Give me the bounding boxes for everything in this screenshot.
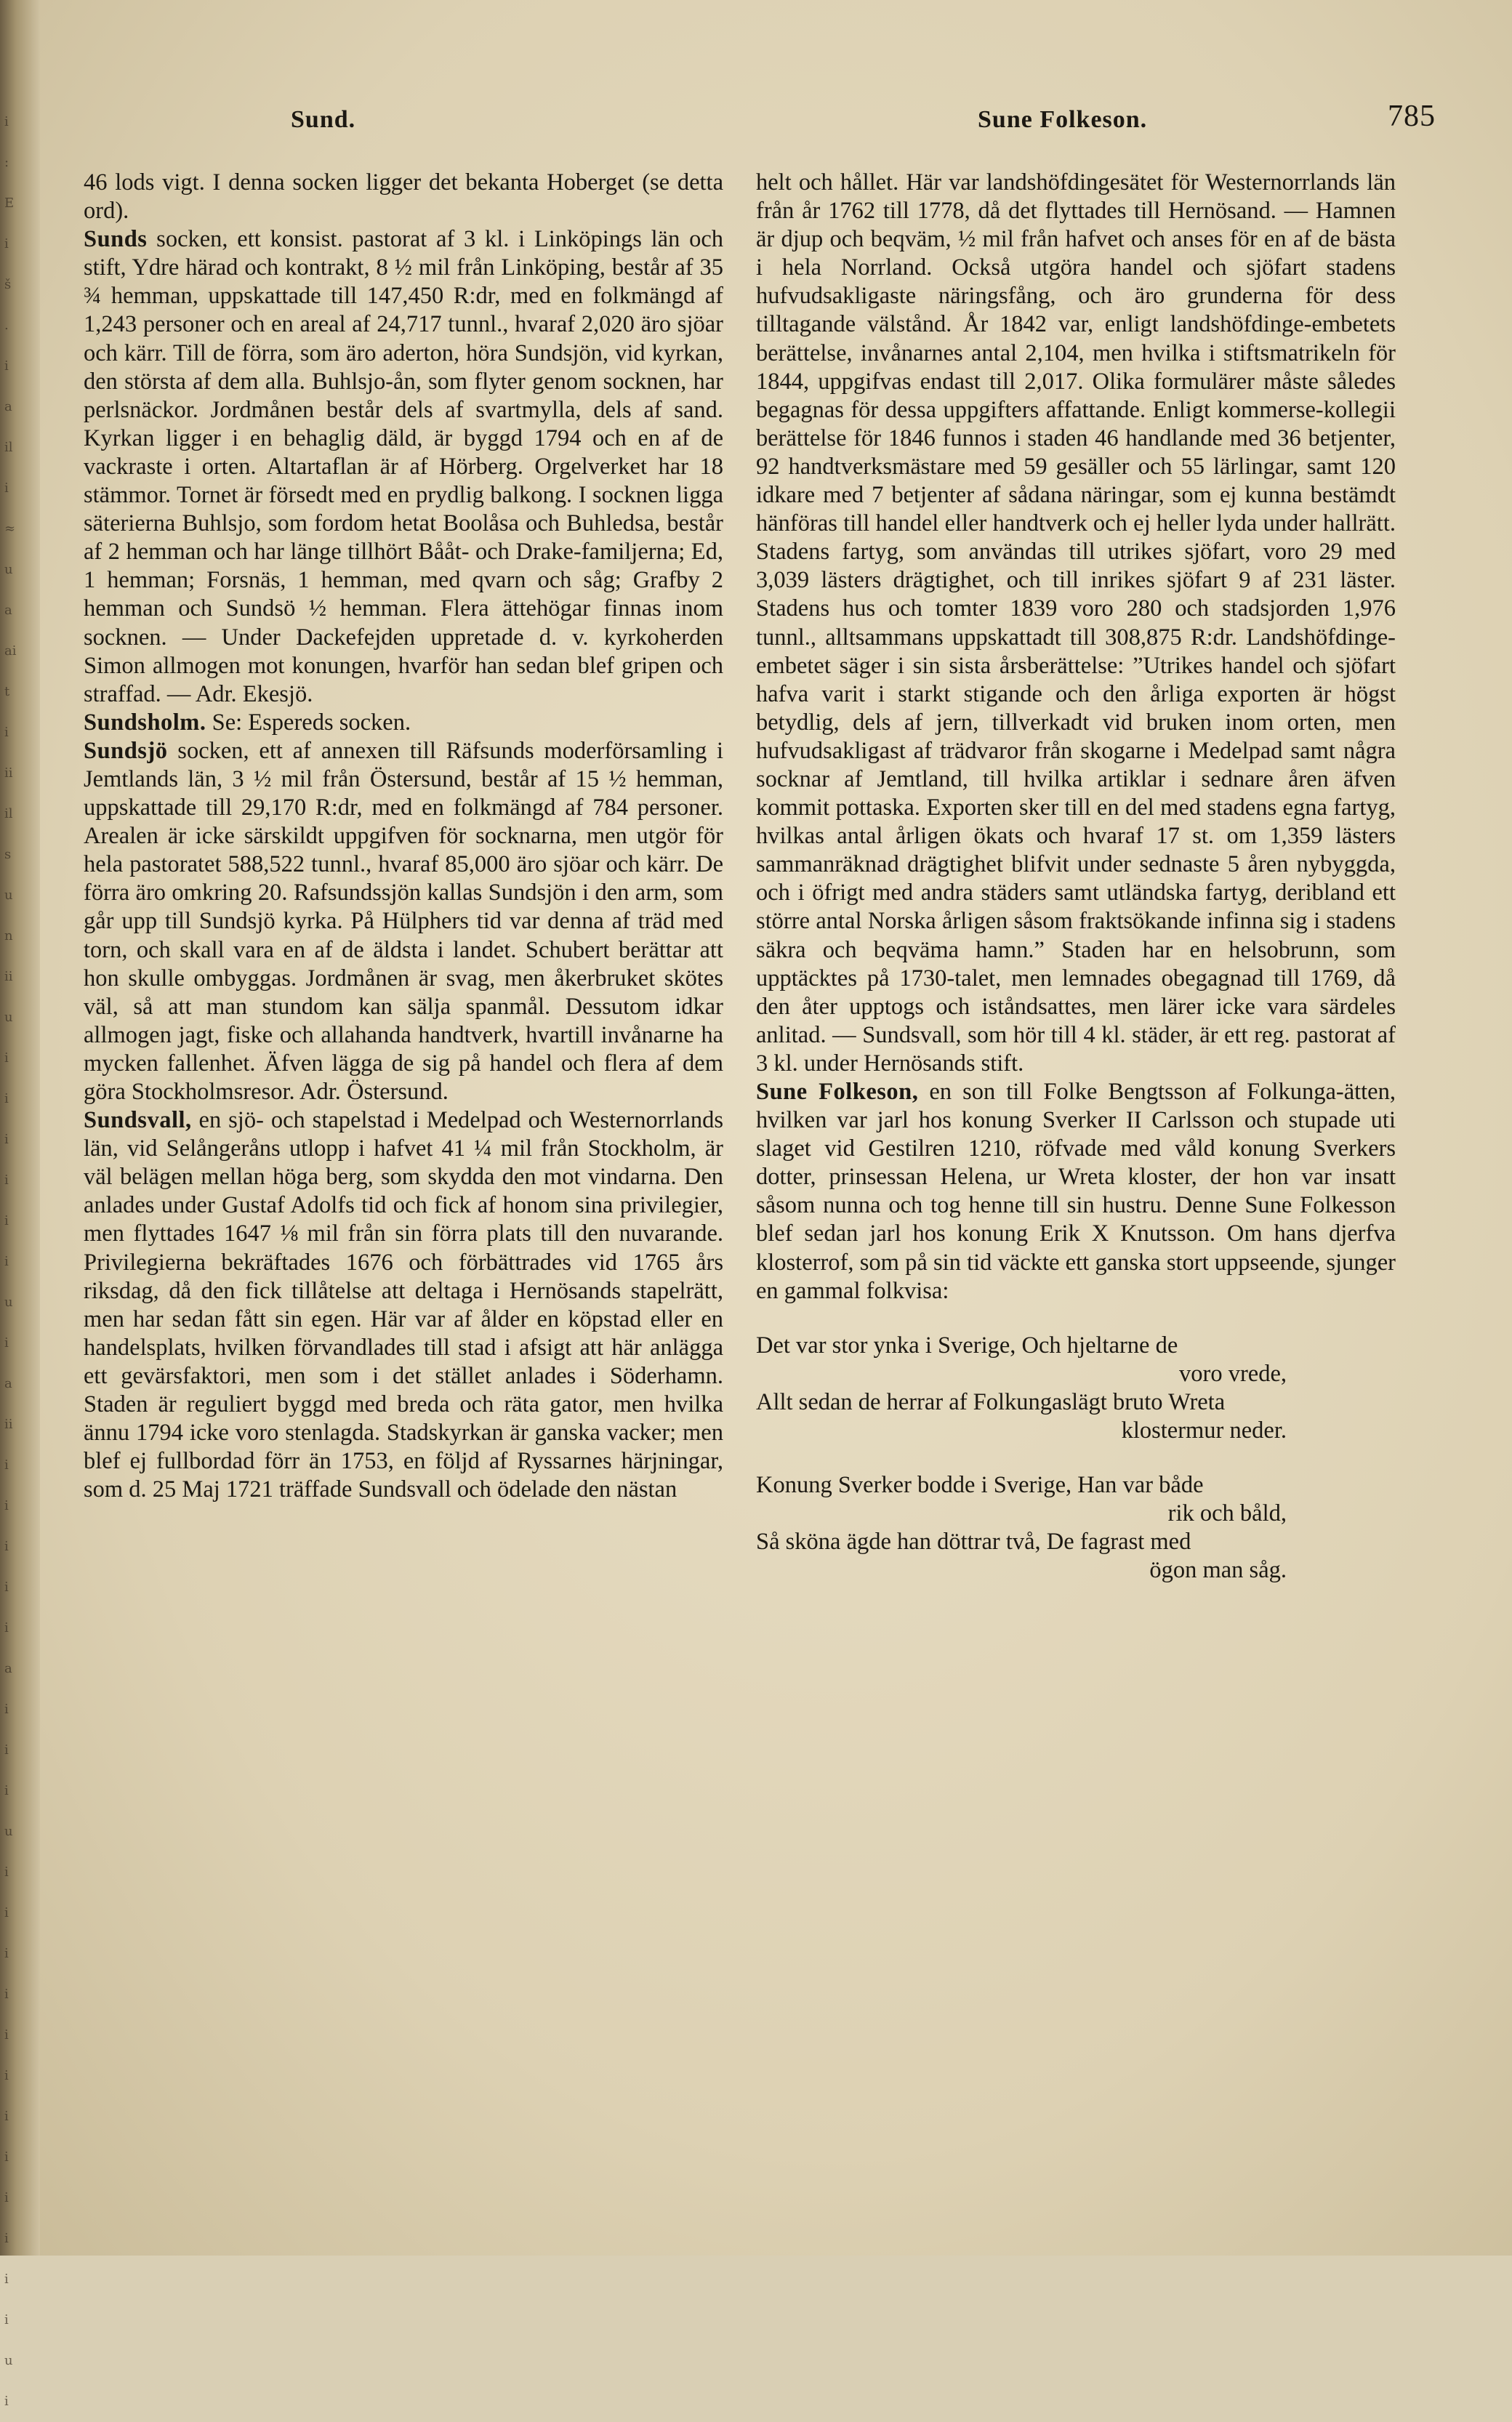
entry-headword: Sundsjö <box>84 737 168 764</box>
poem-line: Så sköna ägde han döttrar två, De fagrast med <box>756 1529 1191 1556</box>
dictionary-entry <box>84 1106 723 1504</box>
poem-line-turnover: ögon man såg. <box>1149 1557 1287 1584</box>
right-column <box>756 169 1396 1585</box>
dictionary-entry <box>84 737 723 1106</box>
entry-body: Se: Espereds socken. <box>206 709 411 736</box>
stanza-gap <box>756 1445 1396 1471</box>
entry-body: socken, ett konsist. pastorat af 3 kl. i Linköpings län och stift, Ydre härad och kontrakt, 8 ½ mil från Linköping, består af 35 ¾ hemman, uppskattade till 147,450 R:dr, med en folkmängd af 1,243 personer och en areal af 24,717 tunnl., hvaraf 2,020 äro sjöar och kärr. Till de förra, som äro aderton, höra Sundsjön, vid kyrkan, den största af dem alla. Buhlsjo-ån, som flyter genom socknen, har perlsnäckor. Jordmånen består dels af svartmylla, dels af sand. Kyrkan ligger i en behaglig däld, är byggd 1794 och en af de vackraste i orten. Altartaflan är af Hörberg. Orgelverket har 18 stämmor. Tornet är försedt med en prydlig balkong. I socknen ligga säterierna Buhlsjo, som fordom hetat Boolåsa och Buhledsa, består af 2 hemman och har länge tillhört Bååt- och Drake-familjerna; Ed, 1 hemman; Forsnäs, 1 hemman, med qvarn och såg; Grafby 2 hemman och Sundsö ½ hemman. Flera ättehögar finnas inom socknen. — Under Dackefejden uppretade d. v. kyrkoherden Simon allmogen mot konungen, hvarför han sedan blef gripen och straffad. — Adr. Ekesjö. <box>84 226 723 707</box>
poem-line-turnover: voro vrede, <box>1179 1360 1287 1387</box>
entry-body: en sjö- och stapelstad i Medelpad och Westernorrlands län, vid Selångeråns utlopp i hafvet 41 ¼ mil från Stockholm, är väl belägen mellan höga berg, som skydda den mot vindarna. Den anlades under Gustaf Adolfs tid och fick af honom sina privilegier, men flyttades 1647 ⅛ mil från sin förra plats till den nuvarande. Privilegierna bekräftades 1676 och förbättrades vid 1765 års riksdag, då den fick tillåtelse att deltaga i Hernösands stapelrätt, men har sedan fått sin egen. Här var af ålder en köpstad eller en handelsplats, hvilken förvandlades till stad i afsigt att här anlägga ett gevärsfaktori, men som i det stället anlades i Söderhamn. Staden är reguliert byggd med breda och räta gator, men hvilka ännu 1794 icke voro stenlagda. Stadskyrkan är ganska vacker; men blef ej fullbordad förr än 1753, en följd af Ryssarnes härjningar, som d. 25 Maj 1721 träffade Sundsvall och ödelade den nästan <box>84 1107 723 1503</box>
entry-headword: Sundsvall, <box>84 1107 192 1134</box>
poem-line-turnover: klostermur neder. <box>1121 1417 1287 1444</box>
poem-line: Allt sedan de herrar af Folkungaslägt bruto Wreta <box>756 1388 1226 1415</box>
binding-gutter <box>0 0 40 2409</box>
left-column <box>84 169 723 1504</box>
entry-body: 46 lods vigt. I denna socken ligger det bekanta Hoberget (se detta ord). <box>84 169 723 225</box>
running-head-right: Sune Folkeson. <box>978 106 1148 133</box>
entry-body: helt och hållet. Här var landshöfdingesätet för Westernorrlands län från år 1762 till 1778, då det flyttades till Hernösand. — Hamnen är djup och beqväm, ½ mil från hafvet och anses för en af de bästa i hela Norrland. Också utgöra handel och sjöfart stadens hufvudsakligaste näringsfång, och äro grunderna för dess tilltagande välstånd. År 1842 var, enligt landshöfdinge-embetets berättelse, invånarnes antal 2,104, men hvilka i stiftsmatrikeln för 1844, uppgifvas endast till 2,017. Olika formulärer måste således begagnas för dessa uppgifters affattande. Enligt kommerse-kollegii berättelse för 1846 funnos i staden 46 handlande med 36 betjenter, 92 handtverksmästare med 59 gesäller och 55 lärlingar, samt 120 idkare med 7 betjenter af sådana näringar, som ej kunna bestämdt hänföras till handel eller handtverk och ej heller lyda under hallrätt. Stadens fartyg, som användas till utrikes sjöfart, voro 29 med 3,039 lästers drägtighet, och till inrikes sjöfart 9 af 231 läster. Stadens hus och tomter 1839 voro 280 och stadsjorden 1,976 tunnl., alltsammans uppskattadt till 308,875 R:dr. Landshöfdinge-embetet säger i sin sista årsberättelse: ”Utrikes handel och sjöfart hafva varit i starkt stigande och den årliga exporten är högst betydlig, dels af jern, tillverkadt vid bruken inom orten, men hufvudsakligast af trädvaror från skogarne i Medelpad samt några socknar af Jemtland, till hvilka artiklar i sednare åren äfven kommit pottaska. Exporten sker till en del med stadens egna fartyg, hvilkas antal årligen ökats och hvaraf 17 st. om 1,359 lästers sammanräknad drägtighet blifvit under sednaste 5 åren nybyggda, och i öfrigt med andra städers samt utländska fartyg, deribland ett större antal Norska årligen såsom fraktsökande infinna sig i stadens säkra och beqväma hamn.” Staden har en helsobrunn, som upptäcktes på 1730-talet, men lemnades obegagnad till 1769, då den åter upptogs och iståndsattes, men lärer icke vara särdeles anlitad. — Sundsvall, som hör till 4 kl. städer, är ett reg. pastorat af 3 kl. under Hernösands stift. <box>756 169 1396 1077</box>
running-head-left: Sund. <box>291 106 356 133</box>
entry-headword: Sundsholm. <box>84 709 206 736</box>
entry-headword: Sune Folkeson, <box>756 1079 919 1105</box>
dictionary-entry <box>84 225 723 709</box>
poem-line: Konung Sverker bodde i Sverige, Han var både <box>756 1472 1204 1499</box>
poem-stanza <box>756 1332 1396 1445</box>
dictionary-entry <box>756 1078 1396 1305</box>
page-number: 785 <box>1388 100 1436 133</box>
dictionary-entry <box>84 709 723 737</box>
poem-line-turnover: rik och båld, <box>1167 1500 1287 1527</box>
entry-continuation <box>756 169 1396 1078</box>
stanza-gap <box>756 1305 1396 1332</box>
poem-line: Det var stor ynka i Sverige, Och hjeltarne de <box>756 1332 1178 1359</box>
poem-stanza <box>756 1471 1396 1585</box>
entry-body: socken, ett af annexen till Räfsunds moderförsamling i Jemtlands län, 3 ½ mil från Östersund, består af 15 ½ hemman, uppskattade till 29,170 R:dr, med en folkmängd af 784 personer. Arealen är icke särskildt uppgifven för socknarna, men utgör för hela pastoratet 588,522 tunnl., hvaraf 85,000 äro sjöar och kärr. De förra äro omkring 20. Rafsundssjön kallas Sundsjön i den arm, som går upp till Sundsjö kyrka. På Hülphers tid var denna af träd med torn, och skall vara en af de äldsta i landet. Schubert berättar att hon skulle ombyggas. Jordmånen är svag, men åkerbruket skötes väl, så att man stundom kan sälja spanmål. Dessutom idkar allmogen jagt, fiske och allahanda handtverk, hvartill invånarne ha mycken fallenhet. Äfven lägga de sig på handel och flera af dem göra Stockholmsresor. Adr. Östersund. <box>84 737 723 1105</box>
gutter-bleed-marks: i : E i š . i a il i ≈ u a ai t i ii il s u n ii u i i i i i i u i a ii i i i i i a i i i u i i i i i i i i i i i i u i <box>4 114 17 2409</box>
entry-body: en son till Folke Bengtsson af Folkunga-ätten, hvilken var jarl hos konung Sverker II Carlsson och stupade uti slaget vid Gestilren 1210, röfvade med våld konung Sverkers dotter, prinsessan Helena, ur Wreta kloster, der hon var insatt såsom nunna och tog henne till sin hustru. Denne Sune Folkesson blef sedan jarl hos konung Erik X Knutsson. Om hans djerfva klosterrof, som på sin tid väckte ett ganska stort uppseende, sjunger en gammal folkvisa: <box>756 1079 1396 1304</box>
entry-continuation <box>84 169 723 225</box>
entry-headword: Sunds <box>84 226 148 253</box>
